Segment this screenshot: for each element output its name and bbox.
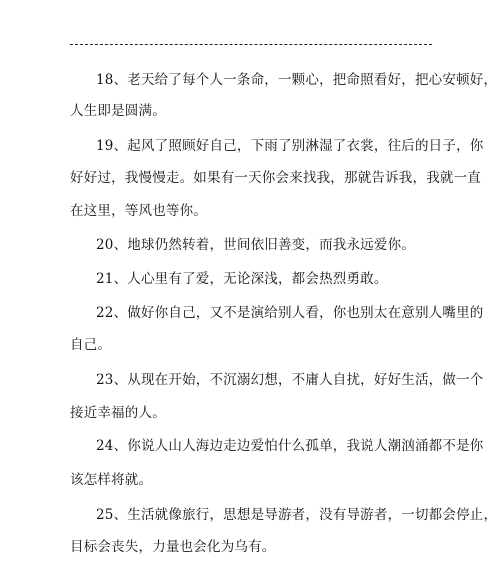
item-25-line-2: 目标会丧失，力量也会化为乌有。 [70, 539, 276, 555]
item-20-line-1: 20、地球仍然转着，世间依旧善变，而我永远爱你。 [96, 237, 415, 253]
item-19-line-3: 在这里，等风也等你。 [70, 203, 207, 219]
item-23-line-2: 接近幸福的人。 [70, 405, 166, 421]
item-24-line-2: 该怎样将就。 [70, 472, 153, 488]
header-divider [70, 44, 432, 45]
item-19-line-1: 19、起风了照顾好自己，下雨了别淋湿了衣裳，往后的日子，你 [96, 138, 484, 154]
item-23-line-1: 23、从现在开始，不沉溺幻想，不庸人自扰，好好生活，做一个 [96, 372, 484, 388]
item-21-line-1: 21、人心里有了爱，无论深浅，都会热烈勇敢。 [96, 271, 388, 287]
item-22-line-1: 22、做好你自己，又不是演给别人看，你也别太在意别人嘴里的 [96, 305, 484, 321]
item-19-line-2: 好好过，我慢慢走。如果有一天你会来找我，那就告诉我，我就一直 [70, 170, 481, 186]
item-25-line-1: 25、生活就像旅行，思想是导游者，没有导游者，一切都会停止， [96, 507, 498, 523]
item-22-line-2: 自己。 [70, 337, 112, 353]
item-24-line-1: 24、你说人山人海边走边爱怕什么孤单，我说人潮汹涌都不是你 [96, 438, 484, 454]
item-18-line-2: 人生即是圆满。 [70, 103, 166, 119]
item-18-line-1: 18、老天给了每个人一条命，一颗心，把命照看好，把心安顿好， [96, 72, 498, 88]
